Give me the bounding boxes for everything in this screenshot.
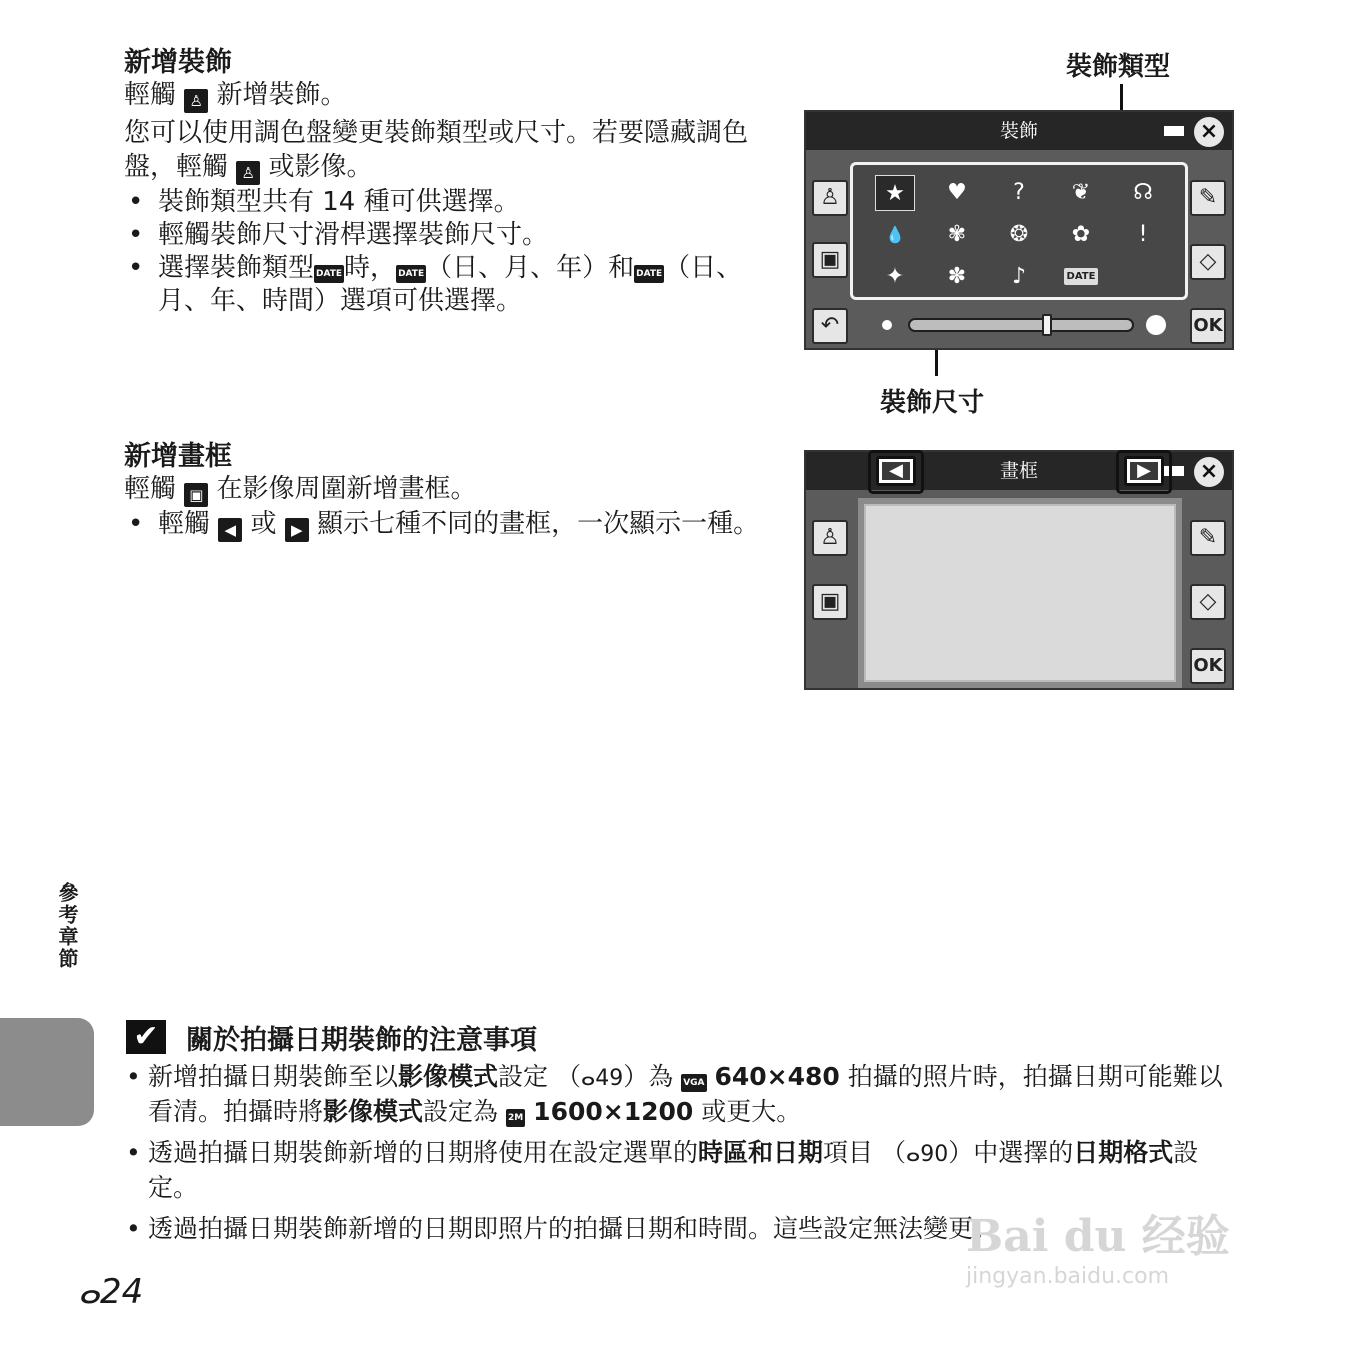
battery-icon: [1164, 126, 1184, 136]
decoration-exclamation-icon[interactable]: !: [1138, 222, 1148, 247]
decoration-ring-icon[interactable]: ❂: [1009, 222, 1029, 247]
decoration-size-slider[interactable]: [908, 318, 1134, 332]
size-small-icon: [882, 320, 892, 330]
decoration-ribbon-icon[interactable]: ✿: [1071, 222, 1091, 247]
left-arrow-icon: ◀: [882, 462, 910, 480]
reference-icon: ⴰ: [78, 1272, 100, 1312]
n1h: 設定為: [423, 1097, 499, 1126]
next-frame-button[interactable]: [1124, 456, 1164, 486]
list-item: • 裝飾類型共有 14 種可供選擇。: [124, 186, 764, 219]
left-arrow-icon: ◀: [218, 518, 242, 542]
add-decoration-intro: [124, 78, 764, 113]
frame-bullet-c: 顯示七種不同的畫框，一次顯示一種。: [317, 509, 760, 539]
decoration-sparkle-icon[interactable]: ✦: [885, 264, 905, 289]
decoration-bullets: [124, 186, 764, 318]
section-heading-add-frame: 新增畫框: [124, 441, 232, 472]
decoration-star-icon[interactable]: ★: [875, 175, 915, 211]
decoration-date-icon[interactable]: [1061, 259, 1101, 295]
bullet3-b: 時，: [344, 253, 397, 283]
callout-decoration-size: 裝飾尺寸: [880, 388, 985, 418]
back-button[interactable]: ↶: [812, 308, 848, 344]
decoration-screen: [804, 110, 1234, 350]
decoration-headphone-icon[interactable]: ☊: [1133, 180, 1153, 205]
2m-icon: 2M: [506, 1109, 525, 1127]
ok-button[interactable]: OK: [1190, 648, 1226, 684]
frame-screen: [804, 450, 1234, 690]
frame-intro-post: 在影像周圍新增畫框。: [216, 474, 477, 504]
n1ref: 49: [595, 1066, 624, 1091]
frame-bullets: [124, 508, 764, 542]
n2e: 日期格式: [1073, 1138, 1174, 1167]
n2f: 設定。: [148, 1138, 1199, 1202]
callout-decoration-type: 裝飾類型: [1066, 52, 1171, 82]
n2d: ）中選擇的: [948, 1138, 1074, 1167]
n2b: 時區和日期: [698, 1138, 824, 1167]
date-label: DATE: [1064, 268, 1099, 285]
n1d: ）為: [623, 1062, 674, 1091]
chapter-label: 參考章節: [55, 882, 79, 970]
list-item: [124, 1060, 1244, 1128]
stamp-icon: ♙: [184, 89, 208, 113]
notice-title: 關於拍攝日期裝飾的注意事項: [186, 1025, 537, 1056]
decoration-butterfly-icon[interactable]: ✾: [947, 222, 967, 247]
list-item: [124, 252, 764, 318]
frame-button[interactable]: ▣: [812, 242, 848, 278]
palette-desc-b: 或影像。: [268, 152, 373, 182]
watermark: [966, 1200, 1230, 1289]
n1a: 新增拍攝日期裝飾至以: [148, 1062, 399, 1091]
list-item: • 輕觸裝飾尺寸滑桿選擇裝飾尺寸。: [124, 219, 764, 252]
eraser-button[interactable]: ◇: [1190, 584, 1226, 620]
watermark-logo: Bai du 经验: [966, 1211, 1230, 1262]
stamp-button[interactable]: ♙: [812, 520, 848, 556]
frame-bullet-a: 輕觸: [158, 509, 211, 539]
palette-desc-a: 您可以使用調色盤變更裝飾類型或尺寸。若要隱藏調色盤，輕觸: [124, 118, 749, 182]
n1g: 影像模式: [323, 1097, 424, 1126]
list-item: [124, 508, 764, 542]
n2c: 項目 （: [823, 1138, 906, 1167]
n1f: 拍攝的照片時，拍攝日期可能難以看清。拍攝時將: [148, 1062, 1223, 1126]
pencil-button[interactable]: ✎: [1190, 520, 1226, 556]
date-time-icon: DATE: [634, 265, 664, 283]
n1j: 或更大。: [701, 1097, 802, 1126]
decoration-flower-icon[interactable]: ✽: [947, 264, 967, 289]
chapter-tab: [0, 1018, 94, 1126]
checkmark-icon: ✔: [126, 1020, 166, 1054]
close-button[interactable]: ×: [1194, 117, 1224, 147]
decoration-note-icon[interactable]: ♪: [1011, 264, 1027, 289]
intro-post: 新增裝飾。: [216, 80, 347, 110]
n2ref: 90: [920, 1142, 949, 1167]
frame-preview[interactable]: [858, 498, 1182, 688]
decoration-question-icon[interactable]: ?: [1013, 180, 1025, 205]
decoration-heart-icon[interactable]: ♥: [947, 180, 967, 205]
right-arrow-icon: ▶: [285, 518, 309, 542]
watermark-url: jingyan.baidu.com: [966, 1264, 1170, 1289]
list-item: [124, 1136, 1244, 1204]
intro-pre: 輕觸: [124, 80, 177, 110]
date-icon: DATE: [314, 265, 344, 283]
ok-button[interactable]: OK: [1190, 308, 1226, 344]
palette-description: [124, 116, 764, 185]
n1i: 1600×1200: [533, 1097, 694, 1126]
stamp-button[interactable]: ♙: [812, 180, 848, 216]
list-item: • 透過拍攝日期裝飾新增的日期即照片的拍攝日期和時間。這些設定無法變更。: [124, 1212, 1244, 1245]
bullet3-c: （日、月、年）和: [426, 253, 635, 283]
date-icon: DATE: [396, 265, 426, 283]
frame-button[interactable]: ▣: [812, 584, 848, 620]
frame-intro-pre: 輕觸: [124, 474, 177, 504]
bullet3-d: （日、月、年、時間）選項可供選擇。: [158, 253, 743, 316]
n2a: 透過拍攝日期裝飾新增的日期將使用在設定選單的: [148, 1138, 699, 1167]
screen-title: 裝飾: [999, 120, 1038, 142]
decoration-leaf-icon[interactable]: ❦: [1071, 180, 1091, 205]
decoration-drop-icon[interactable]: 💧: [885, 225, 905, 244]
close-button[interactable]: ×: [1194, 457, 1224, 487]
frame-bullet-b: 或: [250, 509, 277, 539]
decoration-type-palette: [850, 162, 1188, 300]
prev-frame-button[interactable]: [876, 456, 916, 486]
size-large-icon: [1146, 315, 1166, 335]
n1e: 640×480: [714, 1062, 840, 1091]
frame-icon: ▣: [184, 483, 208, 507]
reference-icon: ⴰ: [580, 1066, 596, 1091]
section-heading-add-decoration: 新增裝飾: [124, 47, 232, 78]
stamp-icon: ♙: [236, 161, 260, 185]
bullet3-a: 選擇裝飾類型: [158, 253, 315, 283]
n1b: 影像模式: [398, 1062, 499, 1091]
right-arrow-icon: ▶: [1130, 462, 1158, 480]
slider-handle[interactable]: [1042, 314, 1052, 336]
n1c: 設定 （: [498, 1062, 581, 1091]
vga-icon: VGA: [681, 1074, 706, 1092]
screen-title: 畫框: [999, 460, 1038, 482]
pencil-button[interactable]: ✎: [1190, 180, 1226, 216]
eraser-button[interactable]: ◇: [1190, 244, 1226, 280]
add-frame-intro: [124, 472, 764, 507]
page-number: [78, 1272, 143, 1312]
reference-icon: ⴰ: [905, 1142, 921, 1167]
page-number-value: 24: [99, 1272, 144, 1312]
